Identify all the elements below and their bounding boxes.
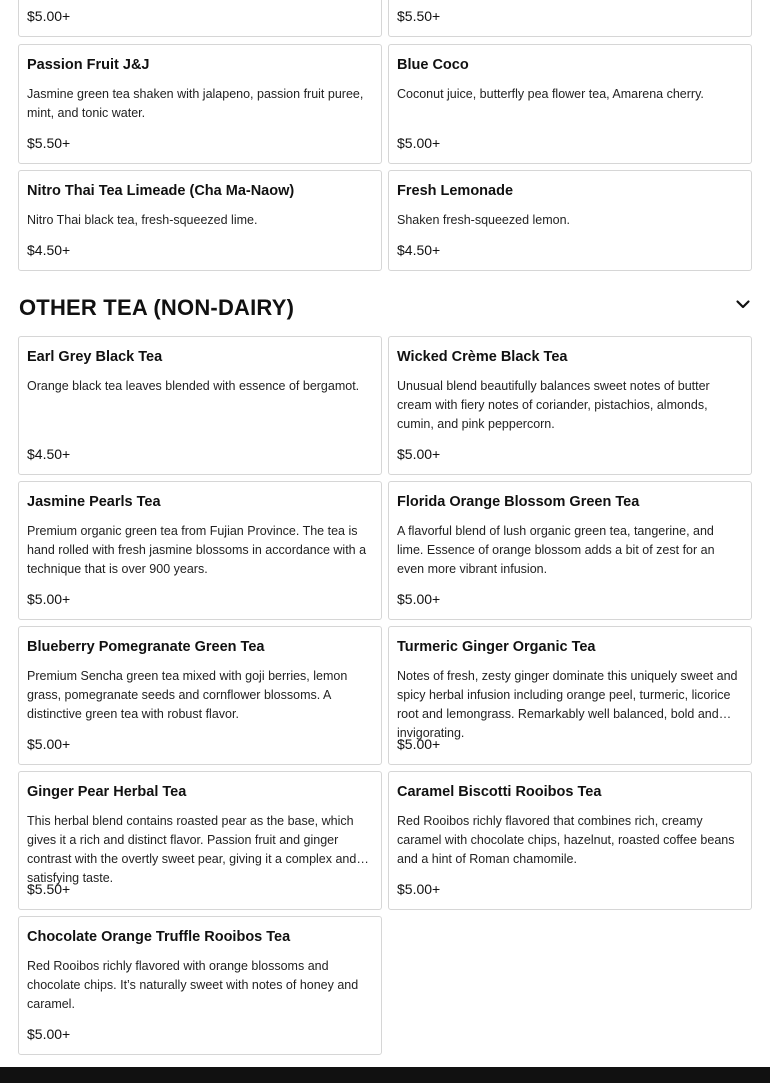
menu-item-card[interactable] [388, 481, 752, 620]
item-name: Turmeric Ginger Organic Tea [397, 639, 596, 655]
item-price: $4.50+ [27, 242, 71, 258]
item-name: Chocolate Orange Truffle Rooibos Tea [27, 929, 291, 945]
item-name: Wicked Crème Black Tea [397, 349, 568, 365]
menu-item-card[interactable] [18, 0, 382, 37]
item-description: Red Rooibos richly flavored that combines rich, creamy caramel with chocolate chips, hazelnut, roasted coffee beans and a hint of Roman chamomile. [397, 814, 735, 866]
item-price: $5.00+ [397, 591, 441, 607]
item-name: Nitro Thai Tea Limeade (Cha Ma-Naow) [27, 183, 295, 199]
item-name: Fresh Lemonade [397, 183, 514, 199]
item-description: Red Rooibos richly flavored with orange blossoms and chocolate chips. It’s naturally sweet with notes of honey and caramel. [27, 959, 359, 1011]
item-price: $5.50+ [27, 135, 71, 151]
item-price: $5.00+ [397, 736, 441, 752]
item-description: Coconut juice, butterfly pea flower tea, Amarena cherry. [397, 87, 704, 101]
item-description: Orange black tea leaves blended with essence of bergamot. [27, 379, 360, 393]
menu-item-card[interactable] [388, 0, 752, 37]
item-price: $5.50+ [27, 881, 71, 897]
item-description: Jasmine green tea shaken with jalapeno, passion fruit puree, mint, and tonic water. [27, 87, 364, 120]
menu-item-card[interactable] [18, 771, 382, 910]
item-price: $5.00+ [27, 591, 71, 607]
item-description: Premium organic green tea from Fujian Province. The tea is hand rolled with fresh jasmine blossoms in accordance with a technique that is over 900 years. [27, 524, 367, 576]
section-title: OTHER TEA (NON-DAIRY) [19, 295, 295, 320]
menu-item-card[interactable] [388, 336, 752, 475]
item-description: Premium Sencha green tea mixed with goji berries, lemon grass, pomegranate seeds and cornflower blossoms. A distinctive green tea with robust flavor. [27, 669, 348, 721]
menu-grid-other-tea [18, 336, 752, 1055]
item-price: $4.50+ [397, 242, 441, 258]
item-name: Blue Coco [397, 57, 469, 73]
item-name: Caramel Biscotti Rooibos Tea [397, 784, 602, 800]
menu-item-card[interactable] [388, 626, 752, 765]
item-description: This herbal blend contains roasted pear as the base, which gives it a rich and distinct flavor. Passion fruit and ginger contrast with the overtly sweet pear, giving it a complex and satisfying taste. [27, 814, 357, 885]
menu-item-card[interactable] [388, 771, 752, 910]
chevron-down-icon[interactable] [735, 296, 751, 312]
item-name: Earl Grey Black Tea [27, 349, 163, 365]
item-name: Passion Fruit J&J [27, 57, 150, 73]
menu-item-card[interactable] [18, 481, 382, 620]
item-price: $5.00+ [397, 135, 441, 151]
menu-item-card[interactable] [388, 44, 752, 164]
item-price: $5.50+ [397, 8, 441, 24]
section-header-other-tea[interactable] [19, 290, 753, 326]
item-name: Florida Orange Blossom Green Tea [397, 494, 640, 510]
menu-item-card[interactable] [18, 336, 382, 475]
menu-item-card[interactable] [18, 626, 382, 765]
item-name: Jasmine Pearls Tea [27, 494, 161, 510]
item-price: $5.00+ [397, 446, 441, 462]
menu-item-card[interactable] [388, 170, 752, 271]
item-price: $5.00+ [27, 8, 71, 24]
menu-grid-section-a [18, 44, 752, 271]
bottom-bar [0, 1067, 770, 1083]
item-name: Blueberry Pomegranate Green Tea [27, 639, 265, 655]
item-price: $4.50+ [27, 446, 71, 462]
menu-grid-top-partial [18, 0, 752, 37]
item-description: Notes of fresh, zesty ginger dominate this uniquely sweet and spicy herbal infusion including orange peel, turmeric, licorice root and lemongrass. Remarkably well balanced, bold and invigorating. [397, 669, 738, 740]
menu-item-card[interactable] [18, 916, 382, 1055]
menu-item-card[interactable] [18, 44, 382, 164]
item-description: A flavorful blend of lush organic green tea, tangerine, and lime. Essence of orange blossom adds a bit of zest for an even more vibrant infusion. [397, 524, 715, 576]
menu-item-card[interactable] [18, 170, 382, 271]
item-name: Ginger Pear Herbal Tea [27, 784, 187, 800]
item-description: Unusual blend beautifully balances sweet notes of butter cream with fiery notes of coriander, pistachios, almonds, cumin, and pink peppercorn. [397, 379, 710, 431]
item-price: $5.00+ [397, 881, 441, 897]
item-price: $5.00+ [27, 736, 71, 752]
item-description: Nitro Thai black tea, fresh-squeezed lime. [27, 213, 258, 227]
item-price: $5.00+ [27, 1026, 71, 1042]
item-description: Shaken fresh-squeezed lemon. [397, 213, 571, 227]
